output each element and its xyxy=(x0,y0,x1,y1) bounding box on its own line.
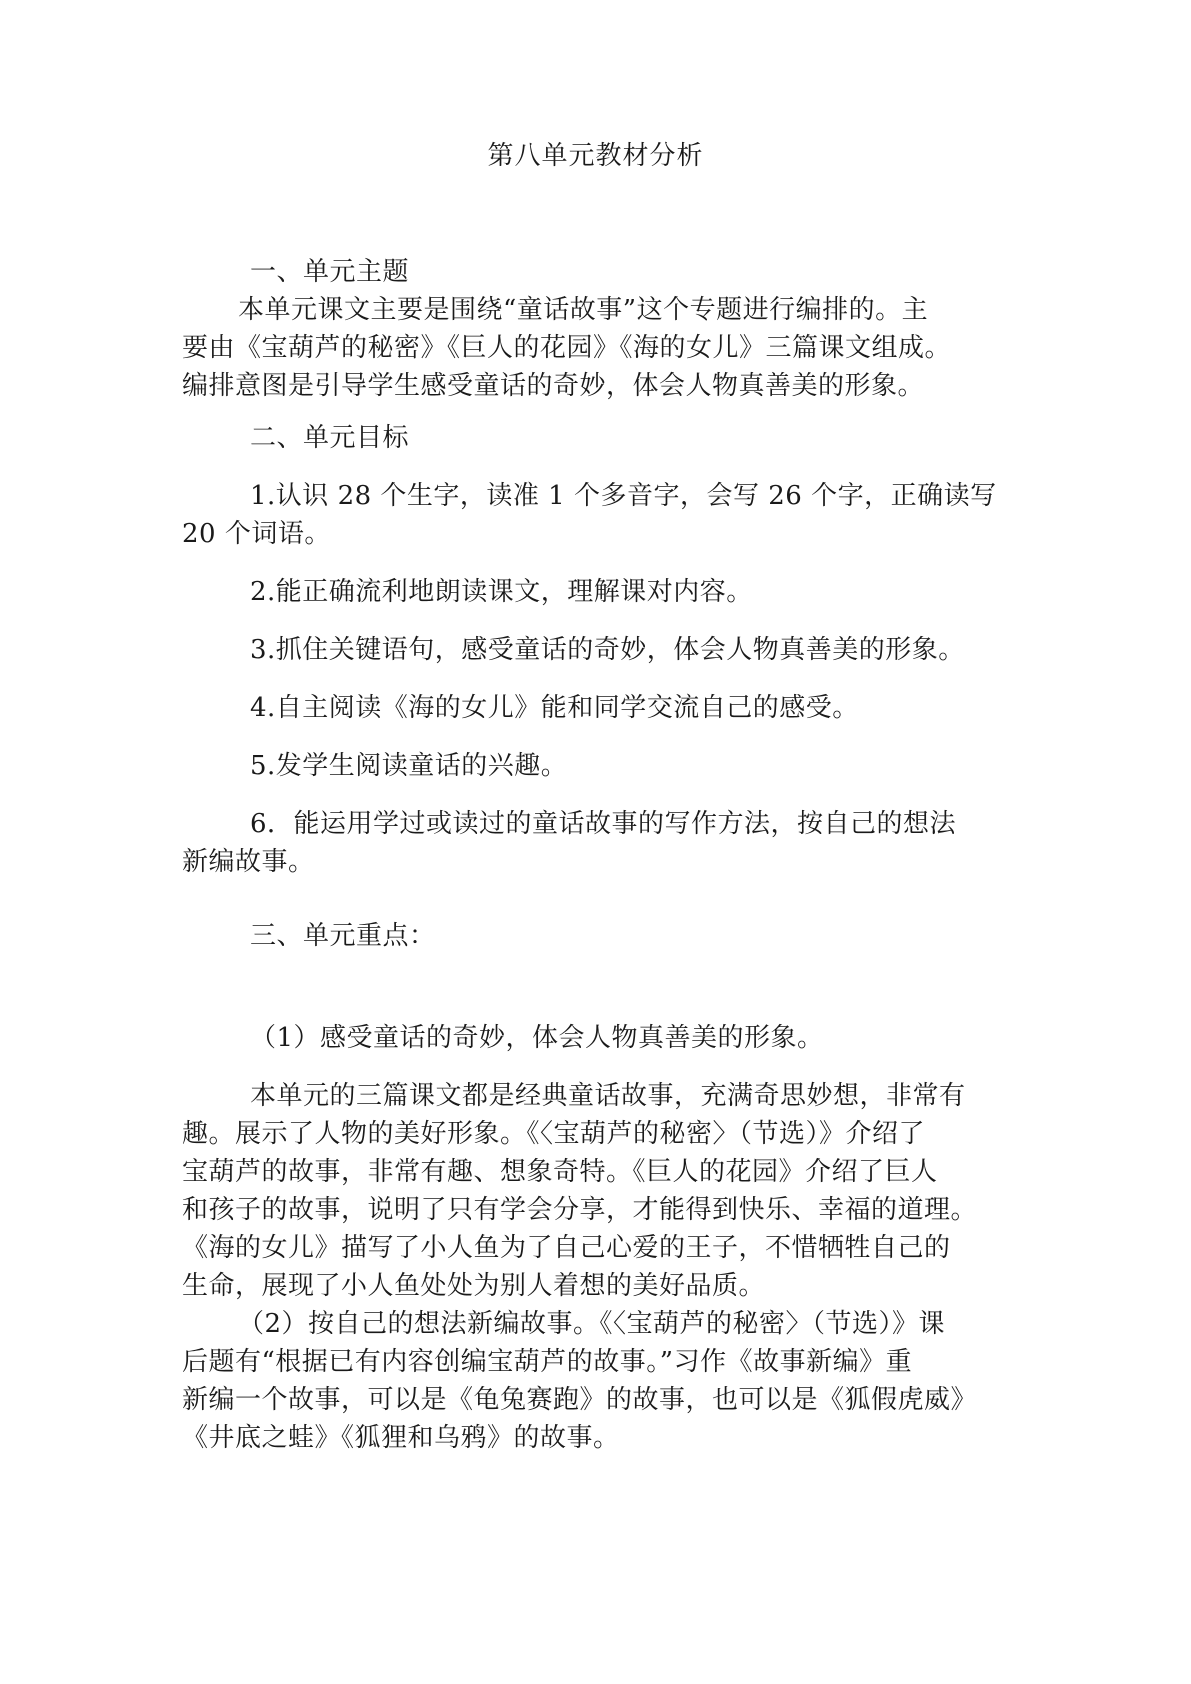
goal-item-6: 6．能运用学过或读过的童话故事的写作方法，按自己的想法 xyxy=(250,809,957,839)
paragraph-line: 要由《宝葫芦的秘密》《巨人的花园》《海的女儿》三篇课文组成。 xyxy=(182,333,952,363)
goal-item-5: 5.发学生阅读童话的兴趣。 xyxy=(250,751,568,781)
goal-item-4: 4.自主阅读《海的女儿》能和同学交流自己的感受。 xyxy=(250,693,859,723)
goal-item-1-continued: 20 个词语。 xyxy=(182,519,331,549)
section-heading-theme: 一、单元主题 xyxy=(250,257,410,287)
paragraph-line: 后题有“根据已有内容创编宝葫芦的故事。”习作《故事新编》重 xyxy=(182,1347,913,1377)
paragraph-line: 趣。展示了人物的美好形象。《〈宝葫芦的秘密〉（节选）》介绍了 xyxy=(182,1119,926,1149)
paragraph-line: 本单元课文主要是围绕“童话故事”这个专题进行编排的。主 xyxy=(238,295,929,325)
paragraph-line: 新编一个故事，可以是《龟兔赛跑》的故事，也可以是《狐假虎威》 xyxy=(182,1385,978,1415)
paragraph-line: 和孩子的故事，说明了只有学会分享，才能得到快乐、幸福的道理。 xyxy=(182,1195,978,1225)
goal-item-6-continued: 新编故事。 xyxy=(182,847,315,877)
goal-item-2: 2.能正确流利地朗读课文，理解课对内容。 xyxy=(250,577,753,607)
document-title: 第八单元教材分析 xyxy=(487,141,704,171)
section-heading-focus: 三、单元重点： xyxy=(250,921,436,951)
goal-item-1: 1.认识 28 个生字，读准 1 个多音字，会写 26 个字，正确读写 xyxy=(250,481,997,511)
section-heading-goals: 二、单元目标 xyxy=(250,423,410,453)
focus-point-2: （2）按自己的想法新编故事。《〈宝葫芦的秘密〉（节选）》课 xyxy=(238,1309,946,1339)
paragraph-line: 本单元的三篇课文都是经典童话故事，充满奇思妙想，非常有 xyxy=(250,1081,966,1111)
goal-item-3: 3.抓住关键语句，感受童话的奇妙，体会人物真善美的形象。 xyxy=(250,635,965,665)
paragraph-line: 《井底之蛙》《狐狸和乌鸦》的故事。 xyxy=(182,1423,620,1453)
focus-point-1: （1）感受童话的奇妙，体会人物真善美的形象。 xyxy=(250,1023,824,1053)
paragraph-line: 宝葫芦的故事，非常有趣、想象奇特。《巨人的花园》介绍了巨人 xyxy=(182,1157,938,1187)
paragraph-line: 《海的女儿》描写了小人鱼为了自己心爱的王子，不惜牺牲自己的 xyxy=(182,1233,951,1263)
paragraph-line: 编排意图是引导学生感受童话的奇妙，体会人物真善美的形象。 xyxy=(182,371,925,401)
paragraph-line: 生命，展现了小人鱼处处为别人着想的美好品质。 xyxy=(182,1271,766,1301)
